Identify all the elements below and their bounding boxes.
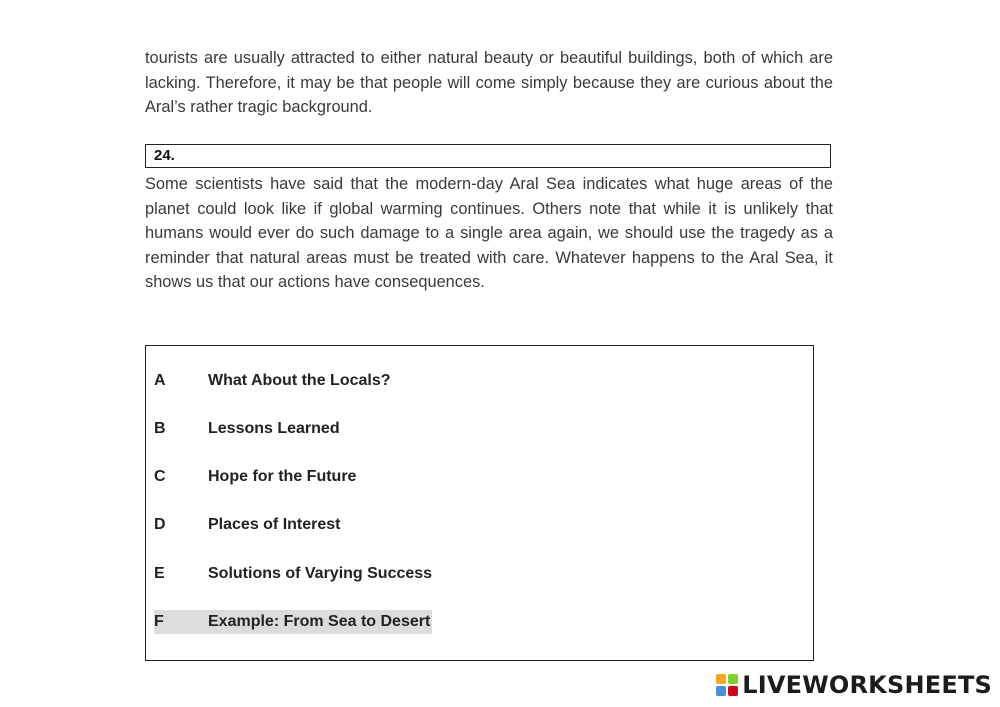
previous-paragraph-text: tourists are usually attracted to either natural beauty or beautiful buildings, both of which are lacking. Therefore, it may be that people will come simply because they are curious about the Aral’s rather tragic background.: [145, 49, 833, 116]
heading-letter: C: [154, 468, 166, 485]
heading-letter: A: [154, 372, 166, 389]
liveworksheets-logo-icon: [716, 674, 738, 696]
headings-list-box: [145, 345, 814, 661]
question-number-box[interactable]: [145, 144, 831, 168]
paragraph-24-text: Some scientists have said that the modern-day Aral Sea indicates what huge areas of the planet could look like if global warming continues. Others note that while it is unlikely that humans would ever do such damage to a single area again, we should use the tragedy as a reminder that natural areas must be treated with care. Whatever happens to the Aral Sea, it shows us that our actions have consequences.: [145, 175, 833, 291]
heading-title: Solutions of Varying Success: [208, 565, 433, 582]
heading-title: Hope for the Future: [208, 468, 357, 485]
liveworksheets-logo-text: LIVEWORKSHEETS: [742, 671, 992, 699]
heading-title: Places of Interest: [208, 516, 341, 533]
heading-option-d: [154, 513, 341, 537]
heading-option-a: [154, 369, 391, 393]
heading-letter: E: [154, 565, 165, 582]
heading-title: Example: From Sea to Desert: [208, 613, 431, 630]
heading-option-b: [154, 417, 340, 441]
heading-letter: B: [154, 420, 166, 437]
heading-option-e: [154, 562, 432, 586]
heading-option-c: [154, 465, 356, 489]
liveworksheets-logo: [716, 671, 992, 699]
heading-title: Lessons Learned: [208, 420, 340, 437]
heading-letter: F: [154, 613, 164, 630]
heading-letter: D: [154, 516, 166, 533]
heading-title: What About the Locals?: [208, 372, 391, 389]
heading-option-f: [154, 610, 432, 634]
question-number: 24.: [154, 147, 175, 164]
